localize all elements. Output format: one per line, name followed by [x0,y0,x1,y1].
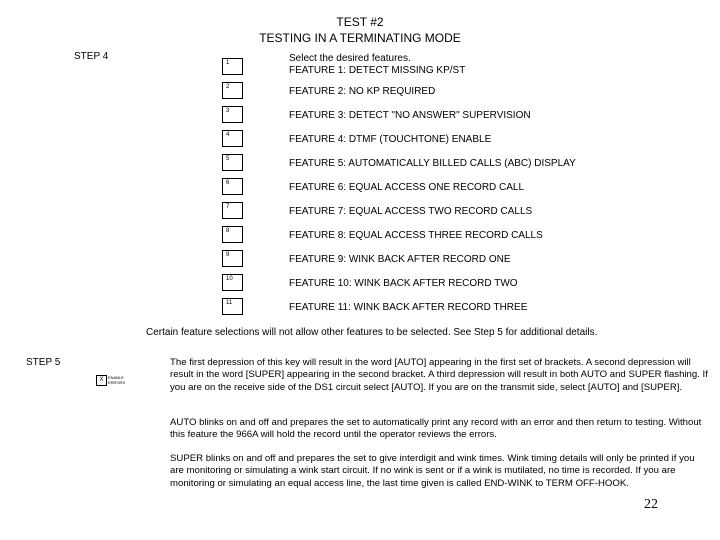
step5-key [96,375,107,386]
feature-key-3[interactable]: 3 [222,106,243,123]
feature-text-4: FEATURE 4: DTMF (TOUCHTONE) ENABLE [289,134,492,145]
step4-note: Certain feature selections will not allow other features to be selected. See Step 5 for additional details. [146,327,598,338]
title-line-1: TEST #2 [336,15,384,29]
feature-text-11: FEATURE 11: WINK BACK AFTER RECORD THREE [289,302,528,313]
feature-text-2: FEATURE 2: NO KP REQUIRED [289,86,436,97]
feature-key-8[interactable]: 8 [222,226,243,243]
feature-key-6[interactable]: 6 [222,178,243,195]
step5-key-label: ENABLE ERRORS [108,375,126,385]
step5-label: STEP 5 [26,357,61,368]
feature-key-7[interactable]: 7 [222,202,243,219]
title-line-2: TESTING IN A TERMINATING MODE [259,31,461,45]
step5-paragraph-2: AUTO blinks on and off and prepares the set to automatically print any record with an error and then return to testing. Without this feature the 966A will hold the record until the operator reviews the errors. [170,417,702,441]
key-symbol: X [99,377,104,383]
step5-paragraph-3: SUPER blinks on and off and prepares the set to give interdigit and wink times. Wink timing details will only be printed if you are monitoring or simulating a wink start circuit. If no wink is sent or if a wink is mutilated, no time is recorded. If you are monitoring or simulating an equal access line, the last time given is called END-WINK to TERM OFF-HOOK. [170,453,695,489]
feature-text-1: FEATURE 1: DETECT MISSING KP/ST [289,65,466,76]
step4-label: STEP 4 [74,51,109,62]
feature-key-10[interactable]: 10 [222,274,243,291]
feature-key-11[interactable]: 11 [222,298,243,315]
feature-key-5[interactable]: 5 [222,154,243,171]
feature-key-1[interactable]: 1 [222,58,243,75]
feature-key-9[interactable]: 9 [222,250,243,267]
feature-key-4[interactable]: 4 [222,130,243,147]
feature-text-9: FEATURE 9: WINK BACK AFTER RECORD ONE [289,254,511,265]
feature-text-10: FEATURE 10: WINK BACK AFTER RECORD TWO [289,278,518,289]
step5-paragraph-1: The first depression of this key will result in the word [AUTO] appearing in the first set of brackets. A second depression will result in the word [SUPER] appearing in the second bracket. A third depression will result in both AUTO and SUPER flashing. If you are on the receive side of the DS1 circuit select [AUTO]. If you are on the transmit side, select [AUTO] and [SUPER]. [170,357,708,393]
feature-text-3: FEATURE 3: DETECT "NO ANSWER" SUPERVISION [289,110,531,121]
page-number: 22 [644,497,658,512]
feature-text-8: FEATURE 8: EQUAL ACCESS THREE RECORD CALLS [289,230,543,241]
feature-text-5: FEATURE 5: AUTOMATICALLY BILLED CALLS (ABC) DISPLAY [289,158,576,169]
feature-text-6: FEATURE 6: EQUAL ACCESS ONE RECORD CALL [289,182,525,193]
step4-intro: Select the desired features. [289,53,411,64]
feature-key-2[interactable]: 2 [222,82,243,99]
feature-text-7: FEATURE 7: EQUAL ACCESS TWO RECORD CALLS [289,206,533,217]
